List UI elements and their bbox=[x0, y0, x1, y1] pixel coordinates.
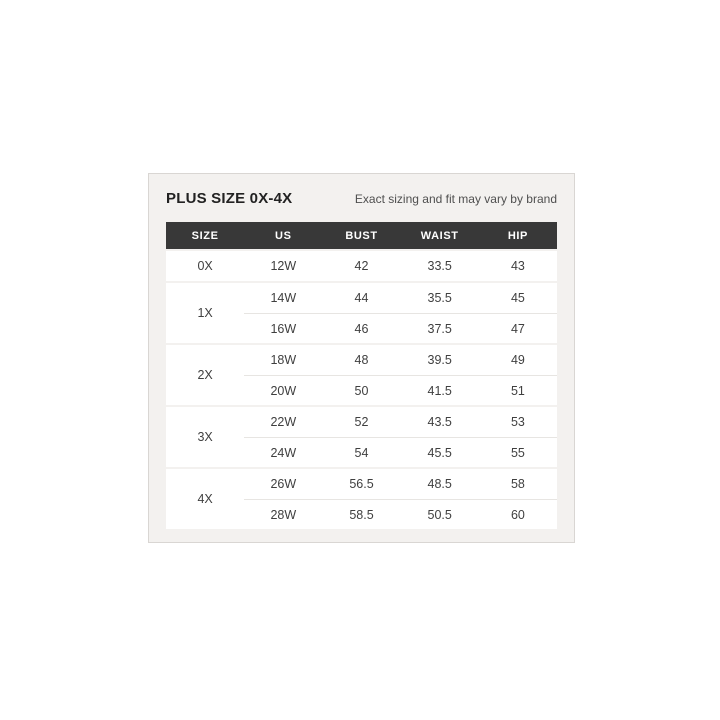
us-cell: 18W bbox=[270, 353, 297, 367]
table-header-row bbox=[166, 222, 557, 249]
table-row bbox=[244, 375, 557, 405]
bust-cell: 56.5 bbox=[349, 477, 374, 491]
size-label: 4X bbox=[197, 492, 213, 506]
waist-cell: 48.5 bbox=[427, 477, 452, 491]
hip-cell: 60 bbox=[510, 507, 525, 522]
table-row bbox=[244, 499, 557, 529]
size-chart-title: PLUS SIZE 0X-4X bbox=[166, 190, 293, 207]
table-row bbox=[244, 251, 557, 281]
waist-cell: 45.5 bbox=[427, 445, 452, 460]
column-header-size: SIZE bbox=[191, 229, 219, 242]
size-chart-table bbox=[166, 222, 557, 529]
bust-cell: 54 bbox=[354, 445, 369, 460]
bust-cell: 48 bbox=[354, 353, 369, 367]
waist-cell: 39.5 bbox=[427, 353, 452, 367]
column-header-bust: BUST bbox=[345, 229, 378, 242]
column-header-us: US bbox=[275, 229, 292, 242]
table-row bbox=[244, 313, 557, 343]
waist-cell: 37.5 bbox=[427, 321, 452, 336]
hip-cell: 47 bbox=[510, 321, 525, 336]
us-cell: 12W bbox=[270, 259, 297, 273]
us-cell: 26W bbox=[270, 477, 297, 491]
hip-cell: 53 bbox=[510, 415, 525, 429]
waist-cell: 35.5 bbox=[427, 291, 452, 305]
hip-cell: 51 bbox=[510, 383, 525, 398]
size-label: 2X bbox=[197, 368, 213, 382]
column-header-hip: HIP bbox=[507, 229, 528, 242]
hip-cell: 43 bbox=[510, 259, 525, 273]
us-cell: 28W bbox=[270, 507, 297, 522]
hip-cell: 45 bbox=[510, 291, 525, 305]
hip-cell: 49 bbox=[510, 353, 525, 367]
table-row bbox=[244, 469, 557, 499]
table-row bbox=[244, 345, 557, 375]
us-cell: 14W bbox=[270, 291, 297, 305]
us-cell: 24W bbox=[270, 445, 297, 460]
waist-cell: 50.5 bbox=[427, 507, 452, 522]
us-cell: 20W bbox=[270, 383, 297, 398]
size-label: 1X bbox=[197, 306, 213, 320]
size-group-4x bbox=[166, 469, 557, 529]
size-label: 3X bbox=[197, 430, 213, 444]
bust-cell: 50 bbox=[354, 383, 369, 398]
waist-cell: 41.5 bbox=[427, 383, 452, 398]
column-header-waist: WAIST bbox=[420, 229, 459, 242]
us-cell: 16W bbox=[270, 321, 297, 336]
bust-cell: 44 bbox=[354, 291, 369, 305]
hip-cell: 58 bbox=[510, 477, 525, 491]
table-row bbox=[244, 437, 557, 467]
waist-cell: 33.5 bbox=[427, 259, 452, 273]
bust-cell: 58.5 bbox=[349, 507, 374, 522]
card-header bbox=[166, 190, 557, 210]
size-group-2x bbox=[166, 345, 557, 405]
size-group-0x bbox=[166, 251, 557, 281]
size-label: 0X bbox=[197, 259, 213, 273]
bust-cell: 42 bbox=[354, 259, 369, 273]
size-group-3x bbox=[166, 407, 557, 467]
sizing-disclaimer: Exact sizing and fit may vary by brand bbox=[354, 192, 557, 206]
size-chart-card bbox=[148, 173, 575, 543]
bust-cell: 46 bbox=[354, 321, 369, 336]
hip-cell: 55 bbox=[510, 445, 525, 460]
table-row bbox=[244, 407, 557, 437]
us-cell: 22W bbox=[270, 415, 297, 429]
bust-cell: 52 bbox=[354, 415, 369, 429]
waist-cell: 43.5 bbox=[427, 415, 452, 429]
size-group-1x bbox=[166, 283, 557, 343]
table-row bbox=[244, 283, 557, 313]
